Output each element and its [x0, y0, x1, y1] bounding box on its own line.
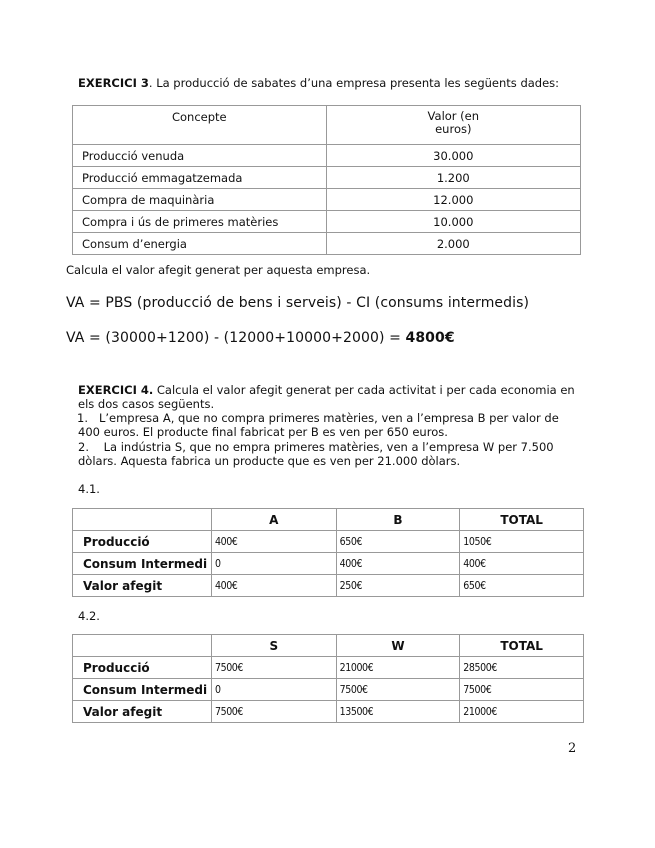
formula-calculation: [66, 330, 455, 346]
page-number: 2: [568, 741, 577, 756]
row-label: Valor afegit: [73, 575, 212, 597]
header-cell-total: TOTAL: [460, 635, 584, 657]
table-row: [73, 553, 584, 575]
ex3-table-header: [73, 106, 581, 145]
formula-result: 4800€: [405, 330, 455, 346]
header-cell-empty: [73, 635, 212, 657]
list-item: [78, 440, 583, 468]
table-row: [73, 531, 584, 553]
ex3-intro: . La producció de sabates d’una empresa presenta les següents dades:: [148, 76, 560, 90]
table-header-row: [73, 509, 584, 531]
ex4-intro: Calcula el valor afegit generat per cada activitat i per cada economia en els dos casos següents.: [78, 383, 575, 411]
ex3-value-cell: 2.000: [326, 233, 580, 255]
ex4-heading: [78, 383, 583, 411]
table-row: [73, 701, 584, 723]
table-row: [73, 679, 584, 701]
cell-value: 1050€: [460, 531, 584, 553]
ex3-concept-cell: Producció emmagatzemada: [73, 167, 327, 189]
cell-value: 400€: [211, 531, 336, 553]
list-item: [78, 411, 583, 439]
ex3-value-cell: 10.000: [326, 211, 580, 233]
cell-value: 400€: [336, 553, 460, 575]
ex3-concept-cell: Compra i ús de primeres matèries: [73, 211, 327, 233]
cell-value: 0: [211, 679, 336, 701]
table-header-row: [73, 635, 584, 657]
header-cell-a: A: [211, 509, 336, 531]
cell-value: 650€: [460, 575, 584, 597]
cell-value: 7500€: [460, 679, 584, 701]
row-label: Consum Intermedi: [73, 679, 212, 701]
cell-value: 650€: [336, 531, 460, 553]
table-row: [73, 145, 581, 167]
header-cell-empty: [73, 509, 212, 531]
formula-definition: VA = PBS (producció de bens i serveis) - CI (consums intermedis): [66, 295, 530, 311]
list-item-text: L’empresa A, que no compra primeres matèries, ven a l’empresa B per valor de 400 euros. El producte final fabricat per B es ven per 650 euros.: [78, 411, 559, 439]
ex4-table-1: [72, 508, 584, 597]
list-item-number: 1.: [77, 411, 88, 425]
ex3-label: EXERCICI 3: [78, 76, 149, 90]
ex3-question: Calcula el valor afegit generat per aquesta empresa.: [66, 263, 371, 277]
header-cell-b: B: [336, 509, 460, 531]
ex3-concept-cell: Consum d’energia: [73, 233, 327, 255]
row-label: Consum Intermedi: [73, 553, 212, 575]
list-item-number: 2.: [78, 440, 89, 454]
table-row: [73, 167, 581, 189]
row-label: Producció: [73, 657, 212, 679]
ex4-table-2: [72, 634, 584, 723]
ex3-concept-cell: Compra de maquinària: [73, 189, 327, 211]
ex3-value-cell: 30.000: [326, 145, 580, 167]
ex3-value-cell: 1.200: [326, 167, 580, 189]
cell-value: 28500€: [460, 657, 584, 679]
table-row: [73, 233, 581, 255]
row-label: Producció: [73, 531, 212, 553]
ex3-concept-cell: Producció venuda: [73, 145, 327, 167]
table-row: [73, 211, 581, 233]
cell-value: 21000€: [336, 657, 460, 679]
ex3-value-cell: 12.000: [326, 189, 580, 211]
formula-calculation-expression: VA = (30000+1200) - (12000+10000+2000) =: [66, 330, 406, 346]
sub1-label: 4.1.: [78, 482, 100, 496]
ex3-header-concepte: Concepte: [73, 106, 327, 145]
header-cell-total: TOTAL: [460, 509, 584, 531]
sub2-label: 4.2.: [78, 609, 100, 623]
cell-value: 7500€: [211, 657, 336, 679]
header-cell-s: S: [211, 635, 336, 657]
row-label: Valor afegit: [73, 701, 212, 723]
ex3-heading: [78, 76, 559, 90]
header-cell-w: W: [336, 635, 460, 657]
list-item-text: La indústria S, que no empra primeres matèries, ven a l’empresa W per 7.500 dòlars. Aquesta fabrica un producte que es ven per 21.000 dòlars.: [78, 440, 554, 468]
cell-value: 400€: [211, 575, 336, 597]
ex4-cases-list: [78, 411, 583, 468]
ex3-table: [72, 105, 581, 255]
table-row: [73, 189, 581, 211]
table-row: [73, 575, 584, 597]
cell-value: 21000€: [460, 701, 584, 723]
ex3-header-valor: Valor (en euros): [326, 106, 580, 145]
cell-value: 7500€: [336, 679, 460, 701]
cell-value: 0: [211, 553, 336, 575]
ex4-label: EXERCICI 4.: [78, 383, 154, 397]
cell-value: 400€: [460, 553, 584, 575]
cell-value: 7500€: [211, 701, 336, 723]
table-row: [73, 657, 584, 679]
cell-value: 13500€: [336, 701, 460, 723]
cell-value: 250€: [336, 575, 460, 597]
